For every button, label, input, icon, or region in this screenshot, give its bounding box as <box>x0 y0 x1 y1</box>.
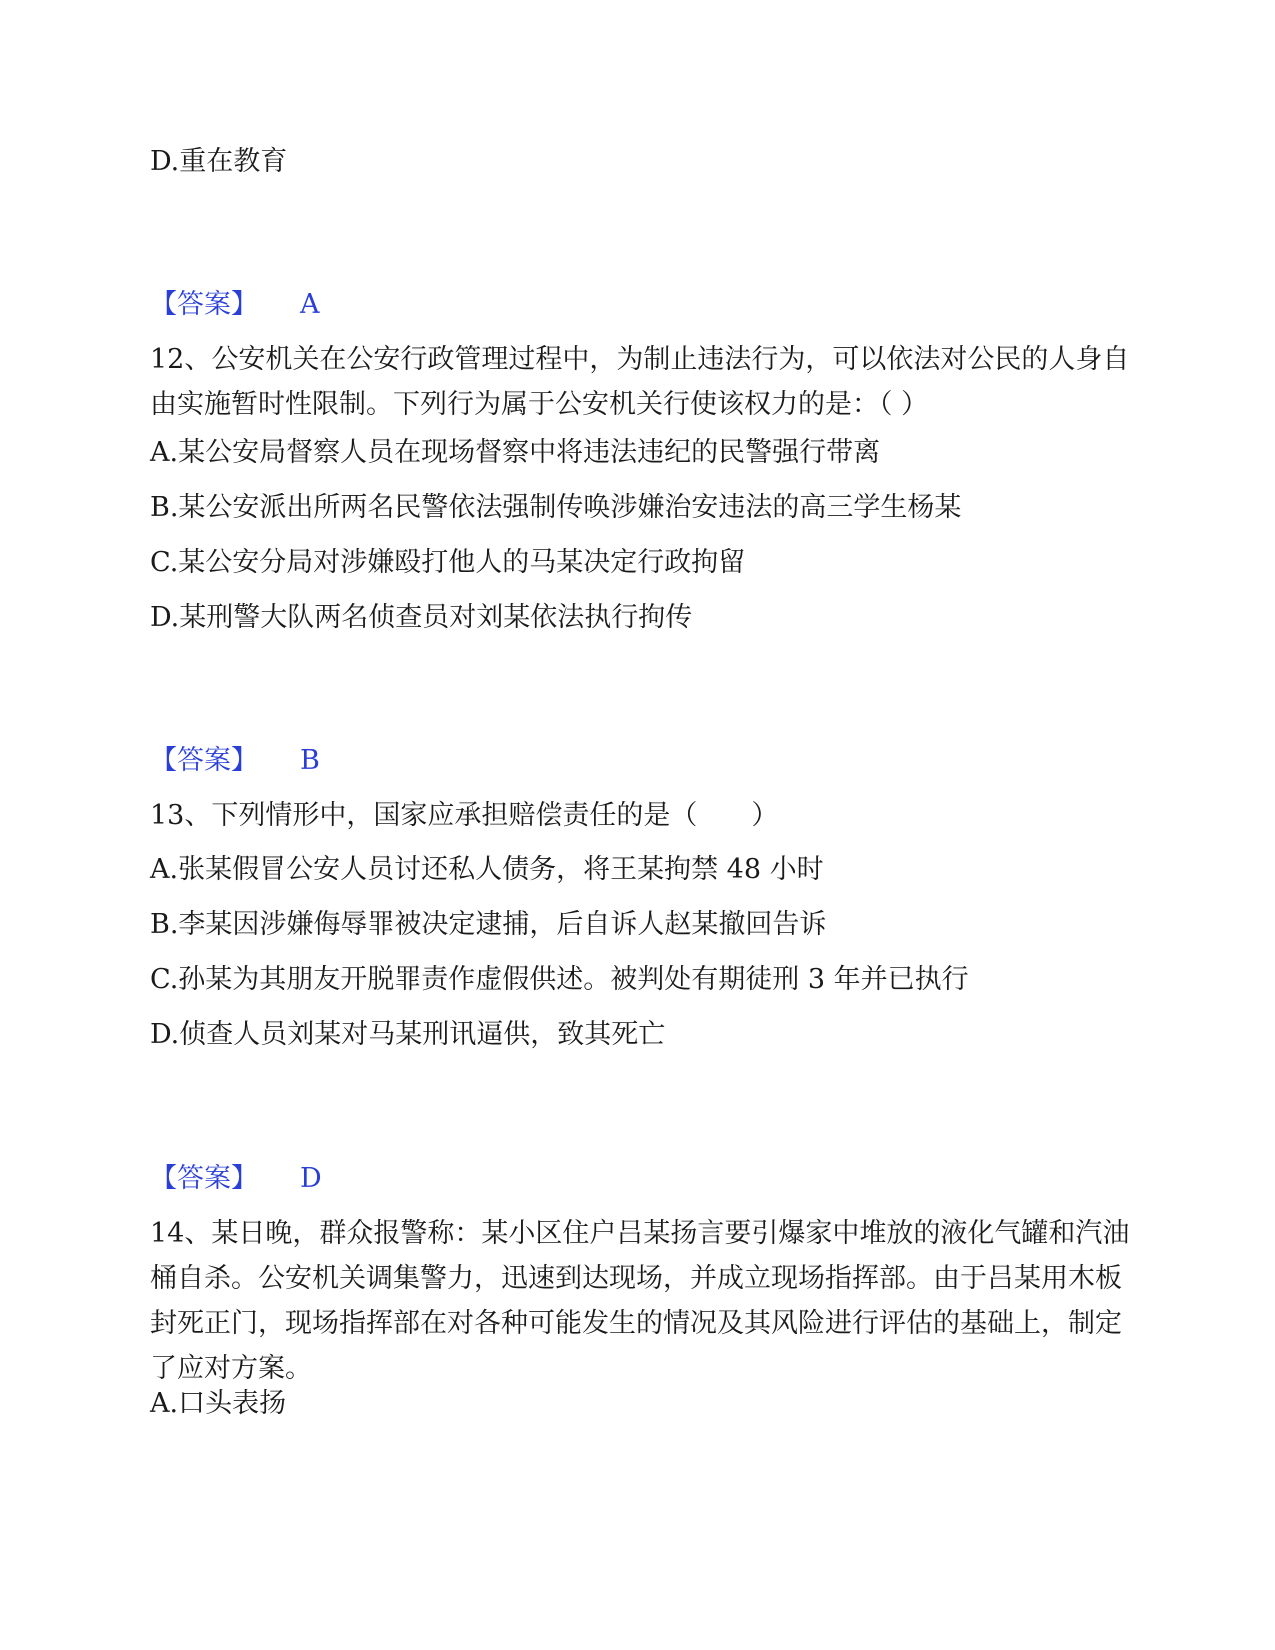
answer-tag: 【答案】 <box>150 289 258 320</box>
answer-tag: 【答案】 <box>150 1163 258 1194</box>
question-12-stem: 12、公安机关在公安行政管理过程中，为制止违法行为，可以依法对公民的人身自由实施暂时性限制。下列行为属于公安机关行使该权力的是：（ ） <box>150 344 1130 420</box>
answer-11 <box>150 288 320 322</box>
question-12-option-a: A.某公安局督察人员在现场督察中将违法违纪的民警强行带离 <box>150 437 881 468</box>
question-13-option-a: A.张某假冒公安人员讨还私人债务，将王某拘禁 48 小时 <box>150 854 824 885</box>
answer-value: D <box>300 1163 322 1194</box>
answer-value: A <box>300 289 320 320</box>
answer-13 <box>150 1162 322 1196</box>
answer-tag: 【答案】 <box>150 745 258 776</box>
question-13-stem: 13、下列情形中，国家应承担赔偿责任的是（ ） <box>150 800 779 831</box>
question-14-stem: 14、某日晚，群众报警称：某小区住户吕某扬言要引爆家中堆放的液化气罐和汽油桶自杀。公安机关调集警力，迅速到达现场，并成立现场指挥部。由于吕某用木板封死正门，现场指挥部在对各种可能发生的情况及其风险进行评估的基础上，制定了应对方案。 <box>150 1218 1130 1384</box>
answer-12 <box>150 744 320 778</box>
question-13-option-b: B.李某因涉嫌侮辱罪被决定逮捕，后自诉人赵某撤回告诉 <box>150 909 827 940</box>
question-12-option-c: C.某公安分局对涉嫌殴打他人的马某决定行政拘留 <box>150 547 746 578</box>
question-14-option-a: A.口头表扬 <box>150 1388 287 1419</box>
question-13-option-d: D.侦查人员刘某对马某刑讯逼供，致其死亡 <box>150 1019 666 1050</box>
option-d-prev: D.重在教育 <box>150 146 288 177</box>
answer-value: B <box>300 745 320 776</box>
question-13-option-c: C.孙某为其朋友开脱罪责作虚假供述。被判处有期徒刑 3 年并已执行 <box>150 964 969 995</box>
question-12-option-d: D.某刑警大队两名侦查员对刘某依法执行拘传 <box>150 602 693 633</box>
question-12-option-b: B.某公安派出所两名民警依法强制传唤涉嫌治安违法的高三学生杨某 <box>150 492 962 523</box>
